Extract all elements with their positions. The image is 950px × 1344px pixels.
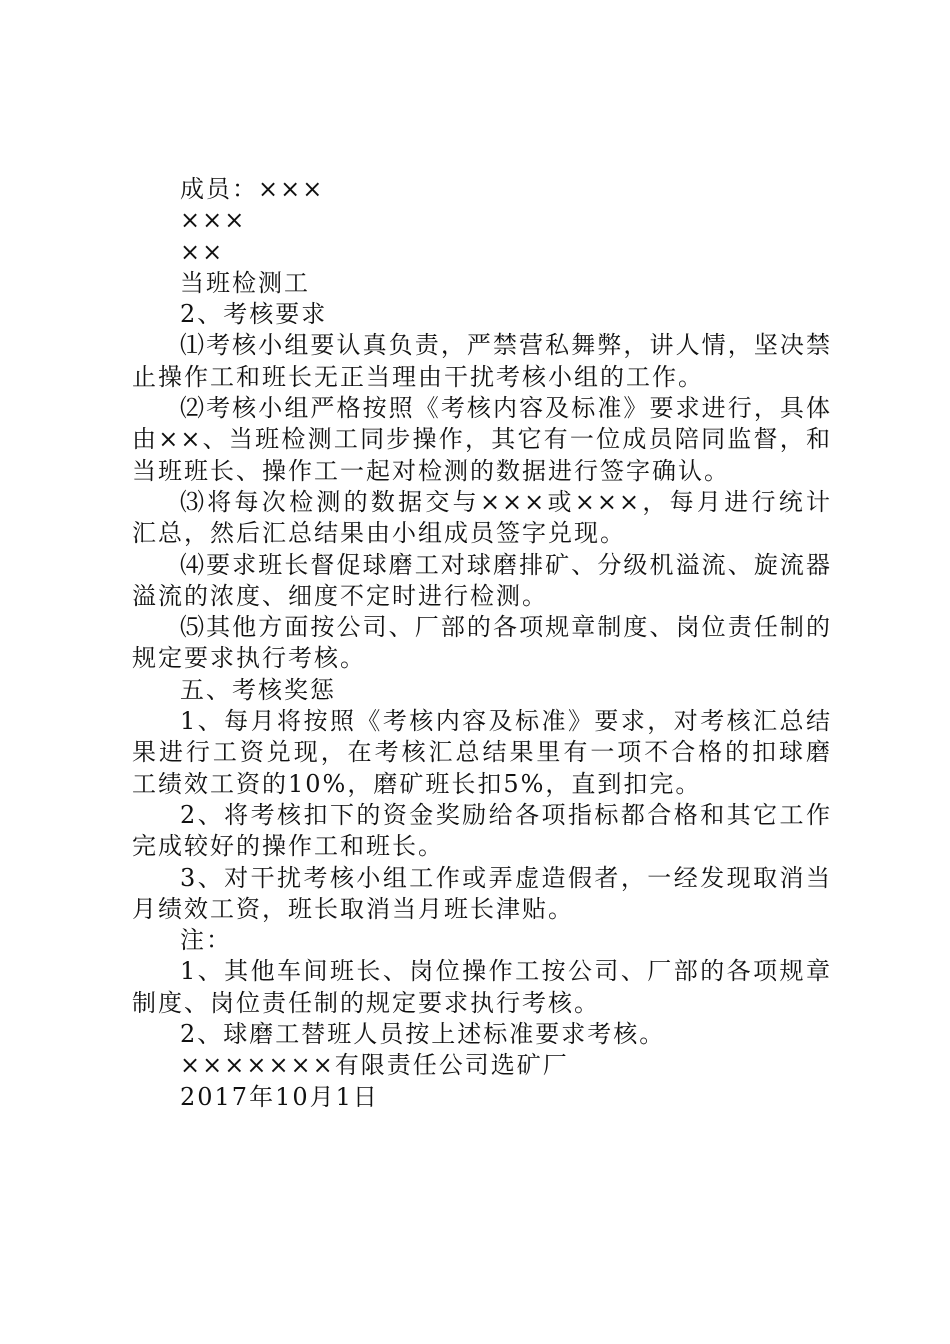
- members-line: 成员：×××: [180, 175, 325, 203]
- requirement-item: ⑵考核小组严格按照《考核内容及标准》要求进行，具体由××、当班检测工同步操作，其它有一位成员陪同监督，和当班班长、操作工一起对检测的数据进行签字确认。: [132, 394, 832, 485]
- requirement-item: ⑶将每次检测的数据交与×××或×××，每月进行统计汇总，然后汇总结果由小组成员签字兑现。: [132, 487, 832, 548]
- reward-item: 2、将考核扣下的资金奖励给各项指标都合格和其它工作完成较好的操作工和班长。: [132, 800, 832, 861]
- member-role: 当班检测工: [180, 268, 310, 297]
- requirement-item: ⑴考核小组要认真负责，严禁营私舞弊，讲人情，坚决禁止操作工和班长无正当理由干扰考核小组的工作。: [132, 331, 832, 391]
- requirement-item: ⑸其他方面按公司、厂部的各项规章制度、岗位责任制的规定要求执行考核。: [132, 613, 832, 673]
- requirement-item: ⑷要求班长督促球磨工对球磨排矿、分级机溢流、旋流器溢流的浓度、细度不定时进行检测。: [132, 550, 832, 610]
- section-heading: 五、考核奖惩: [180, 675, 336, 704]
- document-body: [132, 174, 832, 1113]
- reward-item: 3、对干扰考核小组工作或弄虚造假者，一经发现取消当月绩效工资，班长取消当月班长津贴。: [132, 863, 832, 923]
- issuer-name: ×××××××有限责任公司选矿厂: [180, 1051, 569, 1080]
- note-item: 1、其他车间班长、岗位操作工按公司、厂部的各项规章制度、岗位责任制的规定要求执行考核。: [132, 957, 832, 1017]
- note-item: 2、球磨工替班人员按上述标准要求考核。: [180, 1020, 666, 1049]
- member-name: ×××: [180, 206, 247, 235]
- section-heading: 2、考核要求: [180, 300, 328, 329]
- reward-item: 1、每月将按照《考核内容及标准》要求，对考核汇总结果进行工资兑现，在考核汇总结果里有一项不合格的扣球磨工绩效工资的10%，磨矿班长扣5%，直到扣完。: [132, 707, 832, 798]
- issue-date: 2017年10月1日: [180, 1082, 379, 1111]
- note-heading: 注：: [180, 926, 232, 955]
- member-name: ××: [180, 237, 225, 266]
